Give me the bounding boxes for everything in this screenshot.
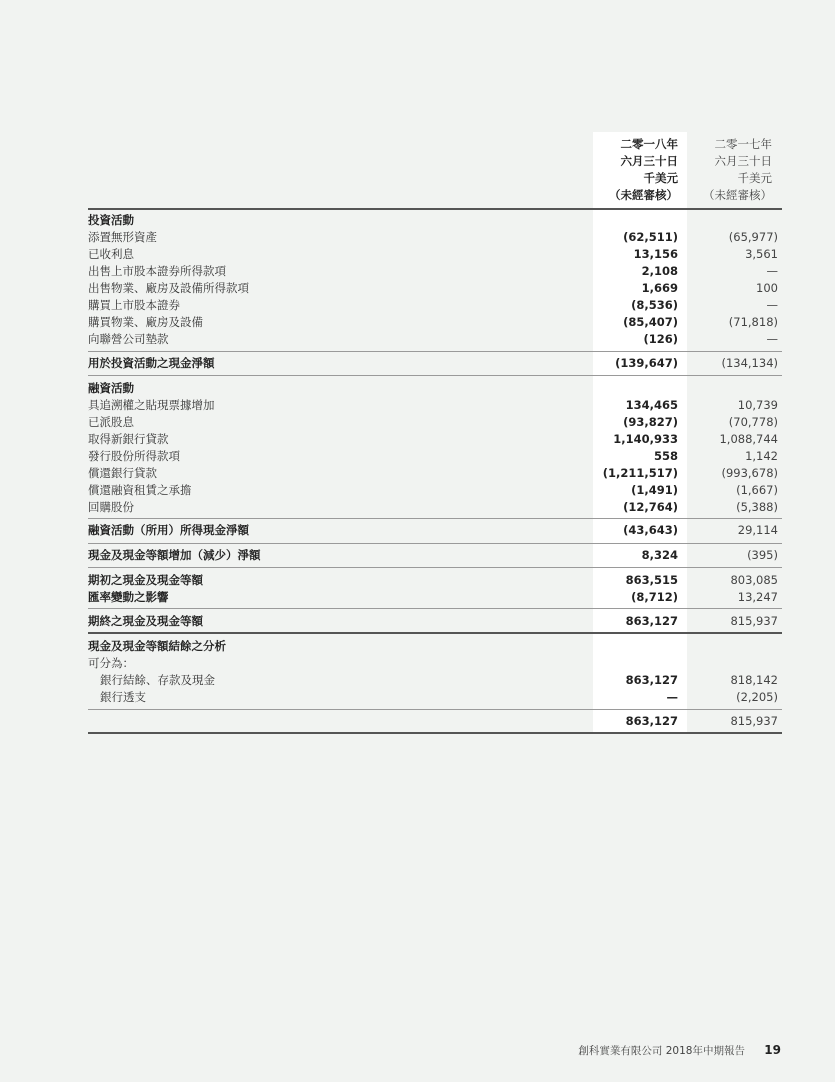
value-2017: — [766, 298, 778, 312]
header-audit-status: （未經審核） [703, 188, 772, 202]
value-2018: 863,515 [625, 573, 678, 587]
value-2017: (2,205) [736, 690, 778, 704]
row-divider [88, 543, 782, 544]
value-2017: (395) [747, 548, 778, 562]
row-label: 出售上市股本證券所得款項 [88, 264, 226, 278]
closing-balance-row [88, 613, 782, 630]
row-label: 用於投資活動之現金淨額 [88, 356, 215, 370]
row-label: 可分為： [88, 656, 134, 670]
header-date: 六月三十日 [620, 154, 678, 168]
row-divider [88, 518, 782, 519]
page-number: 19 [764, 1043, 781, 1057]
header-year: 二零一七年 [714, 137, 772, 151]
value-2018: (62,511) [623, 230, 678, 244]
value-2017: 815,937 [730, 614, 778, 628]
value-2018: 8,324 [641, 548, 678, 562]
row-label: 購買上市股本證券 [88, 298, 180, 312]
value-2018: (8,536) [631, 298, 678, 312]
row-divider [88, 632, 782, 634]
table-row [88, 465, 782, 482]
row-divider [88, 608, 782, 609]
value-2017: 100 [756, 281, 778, 295]
value-2018: (139,647) [615, 356, 678, 370]
value-2017: 818,142 [730, 673, 778, 687]
value-2017: 1,142 [745, 449, 778, 463]
table-row [88, 263, 782, 280]
row-label: 償還融資租賃之承擔 [88, 483, 192, 497]
row-label: 投資活動 [88, 213, 134, 227]
net-change-row [88, 547, 782, 564]
table-row [88, 397, 782, 414]
row-divider [88, 375, 782, 376]
page-footer [578, 1043, 781, 1058]
value-2018: 558 [653, 449, 678, 463]
table-row [88, 314, 782, 331]
value-2018: (1,211,517) [602, 466, 678, 480]
section-heading-analysis [88, 638, 782, 655]
value-2018: (85,407) [623, 315, 678, 329]
table-row [88, 482, 782, 499]
value-2017: 815,937 [730, 714, 778, 728]
value-2017: (70,778) [728, 415, 778, 429]
value-2017: (134,134) [721, 356, 778, 370]
section-heading-investing [88, 212, 782, 229]
value-2017: (65,977) [728, 230, 778, 244]
header-date: 六月三十日 [714, 154, 772, 168]
value-2017: 3,561 [745, 247, 778, 261]
subtotal-row-financing [88, 522, 782, 539]
table-row [88, 414, 782, 431]
row-label: 匯率變動之影響 [88, 590, 169, 604]
value-2018: 2,108 [641, 264, 678, 278]
value-2018: 863,127 [625, 714, 678, 728]
value-2018: (12,764) [623, 500, 678, 514]
row-label: 銀行透支 [100, 690, 146, 704]
table-row [88, 246, 782, 263]
row-label: 償還銀行貸款 [88, 466, 157, 480]
row-label: 出售物業、廠房及設備所得款項 [88, 281, 249, 295]
header-divider [88, 208, 782, 210]
value-2017: 803,085 [730, 573, 778, 587]
value-2017: — [766, 264, 778, 278]
value-2018: (43,643) [623, 523, 678, 537]
table-row [88, 689, 782, 706]
row-divider [88, 567, 782, 568]
value-2018: 134,465 [625, 398, 678, 412]
value-2018: (8,712) [631, 590, 678, 604]
row-label: 期初之現金及現金等額 [88, 573, 203, 587]
footer-report-title: 創科實業有限公司 2018年中期報告 [578, 1045, 745, 1057]
table-row [88, 448, 782, 465]
header-unit: 千美元 [643, 171, 678, 185]
header-audit-status: （未經審核） [609, 188, 678, 202]
value-2017: (71,818) [728, 315, 778, 329]
row-label: 已收利息 [88, 247, 134, 261]
table-row [88, 672, 782, 689]
value-2018: 1,140,933 [613, 432, 678, 446]
header-year: 二零一八年 [620, 137, 678, 151]
row-label: 發行股份所得款項 [88, 449, 180, 463]
value-2018: 863,127 [625, 673, 678, 687]
table-row [88, 655, 782, 672]
row-label: 銀行結餘、存款及現金 [100, 673, 215, 687]
value-2018: (1,491) [631, 483, 678, 497]
row-label: 期終之現金及現金等額 [88, 614, 203, 628]
row-label: 購買物業、廠房及設備 [88, 315, 203, 329]
row-label: 現金及現金等額增加（減少）淨額 [88, 548, 261, 562]
table-row [88, 297, 782, 314]
value-2017: (993,678) [721, 466, 778, 480]
value-2018: 1,669 [641, 281, 678, 295]
value-2017: — [766, 332, 778, 346]
value-2017: 10,739 [737, 398, 778, 412]
column-header-2017 [687, 136, 781, 204]
row-divider [88, 351, 782, 352]
value-2017: 29,114 [737, 523, 778, 537]
row-label: 添置無形資產 [88, 230, 157, 244]
value-2018: (93,827) [623, 415, 678, 429]
subtotal-row-investing [88, 355, 782, 372]
row-label: 融資活動 [88, 381, 134, 395]
row-label: 向聯營公司墊款 [88, 332, 169, 346]
row-label: 取得新銀行貸款 [88, 432, 169, 446]
table-bottom-rule [88, 732, 782, 734]
table-row [88, 331, 782, 348]
value-2017: 13,247 [737, 590, 778, 604]
total-row [88, 713, 782, 730]
row-divider [88, 709, 782, 710]
value-2018: 13,156 [633, 247, 678, 261]
row-label: 融資活動（所用）所得現金淨額 [88, 523, 249, 537]
table-row [88, 499, 782, 516]
value-2017: 1,088,744 [719, 432, 778, 446]
opening-balance-row [88, 572, 782, 589]
column-header-2018 [593, 136, 687, 204]
table-row [88, 431, 782, 448]
fx-effect-row [88, 589, 782, 606]
value-2017: (5,388) [736, 500, 778, 514]
row-label: 具追溯權之貼現票據增加 [88, 398, 215, 412]
row-label: 回購股份 [88, 500, 134, 514]
value-2018: — [666, 690, 678, 704]
table-row [88, 229, 782, 246]
row-label: 現金及現金等額結餘之分析 [88, 639, 226, 653]
section-heading-financing [88, 380, 782, 397]
table-row [88, 280, 782, 297]
header-unit: 千美元 [737, 171, 772, 185]
value-2018: 863,127 [625, 614, 678, 628]
value-2018: (126) [643, 332, 678, 346]
value-2017: (1,667) [736, 483, 778, 497]
row-label: 已派股息 [88, 415, 134, 429]
